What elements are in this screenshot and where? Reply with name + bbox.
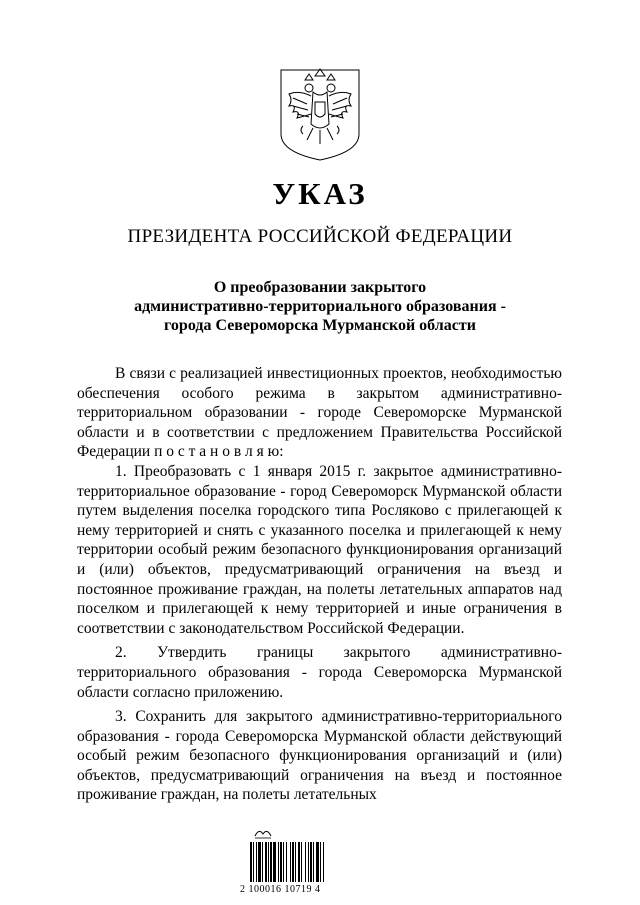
decree-body <box>77 364 562 805</box>
paragraph-preamble: В связи с реализацией инвестиционных проектов, необходимостью обеспечения особого режима в закрытом административно-территориальном образовании - городе Североморске Мурманской области и в соответствии с предложением Правительства Российской Федерации п о с т а н о в л я ю: <box>77 365 562 461</box>
paragraph-item-3: 3. Сохранить для закрытого административно-территориального образования - города Североморска Мурманской области действующий особый режим безопасного функционирования организаций и (или) объектов, предусматривающий ограничения на въезд и постоянное проживание граждан, на полеты летательных <box>77 708 562 804</box>
printer-logo-icon <box>253 826 273 840</box>
decree-title: УКАЗ <box>272 176 368 211</box>
heading-line-2: административно-территориального образования - <box>134 298 506 315</box>
coat-of-arms-emblem <box>275 64 365 164</box>
decree-subtitle: ПРЕЗИДЕНТА РОССИЙСКОЙ ФЕДЕРАЦИИ <box>127 226 513 247</box>
heading-line-1: О преобразовании закрытого <box>213 279 427 296</box>
heading-line-3: города Североморска Мурманской области <box>164 317 476 334</box>
decree-heading <box>0 278 640 335</box>
paragraph-item-2: 2. Утвердить границы закрытого административно-территориального образования - города Североморска Мурманской области согласно приложению. <box>77 644 562 701</box>
barcode-number: 2 100016 10719 4 <box>240 884 321 895</box>
barcode-icon <box>250 842 358 882</box>
russian-coat-of-arms-icon <box>275 64 365 164</box>
barcode-block <box>240 826 370 895</box>
paragraph-item-1: 1. Преобразовать с 1 января 2015 г. закрытое административно-территориальное образование - город Североморск Мурманской области путем выделения поселка городского типа Росляково с прилегающей к нему территорией и снять с указанного поселка и прилегающей к нему территории особый режим безопасного функционирования организаций и (или) объектов, предусматривающий ограничения на въезд и постоянное проживание граждан, на полеты летательных аппаратов над поселком и прилегающей к нему территорией и иные ограничения в соответствии с законодательством Российской Федерации. <box>77 462 562 637</box>
